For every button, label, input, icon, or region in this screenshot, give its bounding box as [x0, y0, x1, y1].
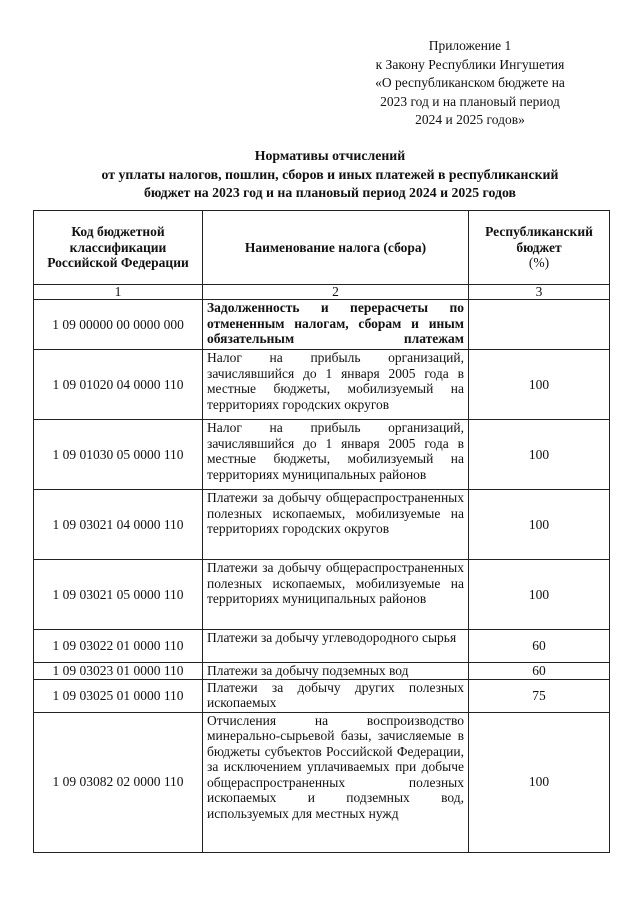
appendix-line: Приложение 1	[428, 38, 512, 53]
table-row	[34, 490, 610, 560]
table-header-row	[34, 211, 610, 285]
row-code: 1 09 03021 05 0000 110	[34, 560, 203, 630]
header-budget	[469, 211, 610, 285]
appendix-line: «О республиканском бюджете на	[375, 75, 565, 91]
row-value: 100	[469, 420, 610, 490]
row-name: Платежи за добычу подземных вод	[203, 663, 469, 680]
row-value: 60	[469, 663, 610, 680]
row-code: 1 09 03021 04 0000 110	[34, 490, 203, 560]
column-number: 3	[469, 285, 610, 300]
heading-line: от уплаты налогов, пошлин, сборов и иных платежей в республиканский	[101, 166, 559, 182]
row-code: 1 09 01020 04 0000 110	[34, 350, 203, 420]
header-budget-unit: (%)	[528, 255, 550, 271]
row-name: Налог на прибыль организаций, зачислявшийся до 1 января 2005 года в местные бюджеты, мобилизуемый на территориях муниципальных районов	[203, 420, 469, 490]
row-code: 1 09 03022 01 0000 110	[34, 630, 203, 663]
row-code: 1 09 03023 01 0000 110	[34, 663, 203, 680]
table-row	[34, 560, 610, 630]
deductions-table	[33, 210, 610, 853]
row-name: Платежи за добычу общераспространенных полезных ископаемых, мобилизуемые на территориях городских округов	[203, 490, 469, 560]
table-row	[34, 300, 610, 350]
row-value: 100	[469, 490, 610, 560]
row-value: 75	[469, 679, 610, 712]
header-budget-label: Республиканский бюджет	[485, 224, 593, 255]
heading-line: бюджет на 2023 год и на плановый период 2024 и 2025 годов	[144, 185, 516, 201]
row-value: 100	[469, 712, 610, 852]
row-name: Задолженность и перерасчеты по отмененным налогам, сборам и иным обязательным платежам	[203, 300, 469, 350]
row-code: 1 09 00000 00 0000 000	[34, 300, 203, 350]
table-row	[34, 679, 610, 712]
header-name: Наименование налога (сбора)	[203, 211, 469, 285]
header-code: Код бюджетной классификации Российской Федерации	[34, 211, 203, 285]
heading-line: Нормативы отчислений	[254, 148, 406, 163]
table-row	[34, 663, 610, 680]
appendix-line: к Закону Республики Ингушетия	[375, 56, 565, 72]
row-value	[469, 300, 610, 350]
row-name: Платежи за добычу общераспространенных полезных ископаемых, мобилизуемые на территориях муниципальных районов	[203, 560, 469, 630]
table-row	[34, 420, 610, 490]
row-name: Платежи за добычу других полезных ископаемых	[203, 679, 469, 712]
row-name: Платежи за добычу углеводородного сырья	[203, 630, 469, 663]
column-number-row	[34, 285, 610, 300]
column-number: 2	[203, 285, 469, 300]
appendix-line: 2024 и 2025 годов»	[415, 112, 525, 128]
row-value: 100	[469, 350, 610, 420]
row-code: 1 09 03082 02 0000 110	[34, 712, 203, 852]
row-name: Налог на прибыль организаций, зачислявшийся до 1 января 2005 года в местные бюджеты, мобилизуемый на территориях городских округов	[203, 350, 469, 420]
row-value: 60	[469, 630, 610, 663]
appendix-line: 2023 год и на плановый период	[380, 93, 560, 109]
table-row	[34, 712, 610, 852]
document-heading	[40, 147, 620, 203]
appendix-block	[350, 37, 590, 130]
table-row	[34, 630, 610, 663]
row-code: 1 09 03025 01 0000 110	[34, 679, 203, 712]
row-value: 100	[469, 560, 610, 630]
table-row	[34, 350, 610, 420]
column-number: 1	[34, 285, 203, 300]
row-code: 1 09 01030 05 0000 110	[34, 420, 203, 490]
row-name: Отчисления на воспроизводство минерально-сырьевой базы, зачисляемые в бюджеты субъектов Российской Федерации, за исключением уплачиваемых при добыче общераспространенных полезных ископаемых и подземных вод, используемых для местных нужд	[203, 712, 469, 852]
